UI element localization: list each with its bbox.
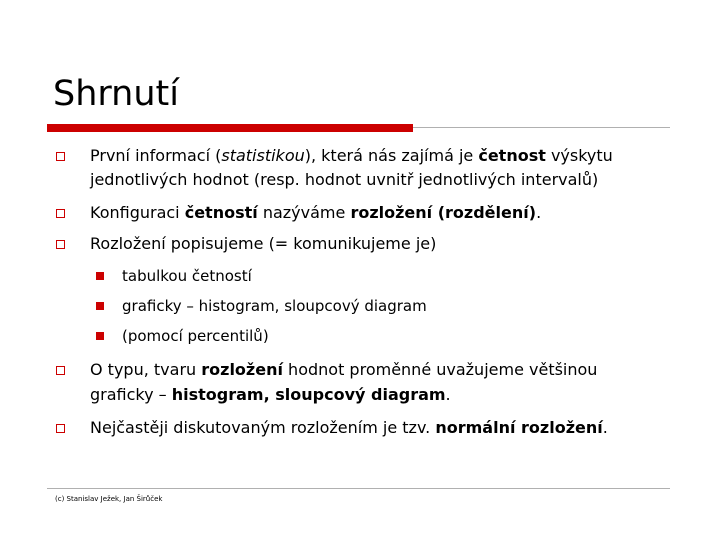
bullet-5 xyxy=(90,416,608,439)
bullet-1-line-1 xyxy=(90,144,613,167)
bullet-2 xyxy=(90,201,541,224)
text: . xyxy=(536,203,542,222)
text: První informací ( xyxy=(90,146,222,165)
text-bold: rozložení xyxy=(201,360,283,379)
bullet-square-icon xyxy=(56,240,65,249)
text-bold: rozložení (rozdělení) xyxy=(350,203,537,222)
bullet-square-icon xyxy=(56,424,65,433)
text-bold: četností xyxy=(184,203,258,222)
bullet-4-line-2 xyxy=(90,383,451,406)
text: . xyxy=(445,385,451,404)
slide-title: Shrnutí xyxy=(53,74,179,114)
bullet-4-line-1 xyxy=(90,358,597,381)
text: výskytu xyxy=(545,146,613,165)
text: nazýváme xyxy=(257,203,351,222)
bullet-3: Rozložení popisujeme (= komunikujeme je) xyxy=(90,234,437,253)
bullet-1-line-2: jednotlivých hodnot (resp. hodnot uvnitř jednotlivých intervalů) xyxy=(90,170,599,189)
text-bold: četnost xyxy=(478,146,546,165)
text: graficky – xyxy=(90,385,172,404)
footer-rule xyxy=(47,488,670,489)
sub-bullet-1: tabulkou četností xyxy=(122,267,252,285)
sub-bullet-2: graficky – histogram, sloupcový diagram xyxy=(122,297,427,315)
text-bold: histogram, sloupcový diagram xyxy=(171,385,446,404)
bullet-square-icon xyxy=(56,209,65,218)
title-underline-rule xyxy=(413,127,670,128)
title-underline-accent xyxy=(47,124,413,132)
text: ), která nás zajímá je xyxy=(304,146,479,165)
sub-bullet-square-icon xyxy=(96,302,104,310)
text-italic: statistikou xyxy=(221,146,305,165)
bullet-square-icon xyxy=(56,366,65,375)
sub-bullet-square-icon xyxy=(96,272,104,280)
text-bold: normální rozložení xyxy=(435,418,603,437)
sub-bullet-square-icon xyxy=(96,332,104,340)
sub-bullet-3: (pomocí percentilů) xyxy=(122,327,269,345)
bullet-square-icon xyxy=(56,152,65,161)
footer-credit: (c) Stanislav Ježek, Jan Širůček xyxy=(55,495,163,503)
text: . xyxy=(602,418,608,437)
text: hodnot proměnné uvažujeme většinou xyxy=(282,360,598,379)
text: Konfiguraci xyxy=(90,203,185,222)
text: O typu, tvaru xyxy=(90,360,202,379)
text: Nejčastěji diskutovaným rozložením je tzv. xyxy=(90,418,436,437)
